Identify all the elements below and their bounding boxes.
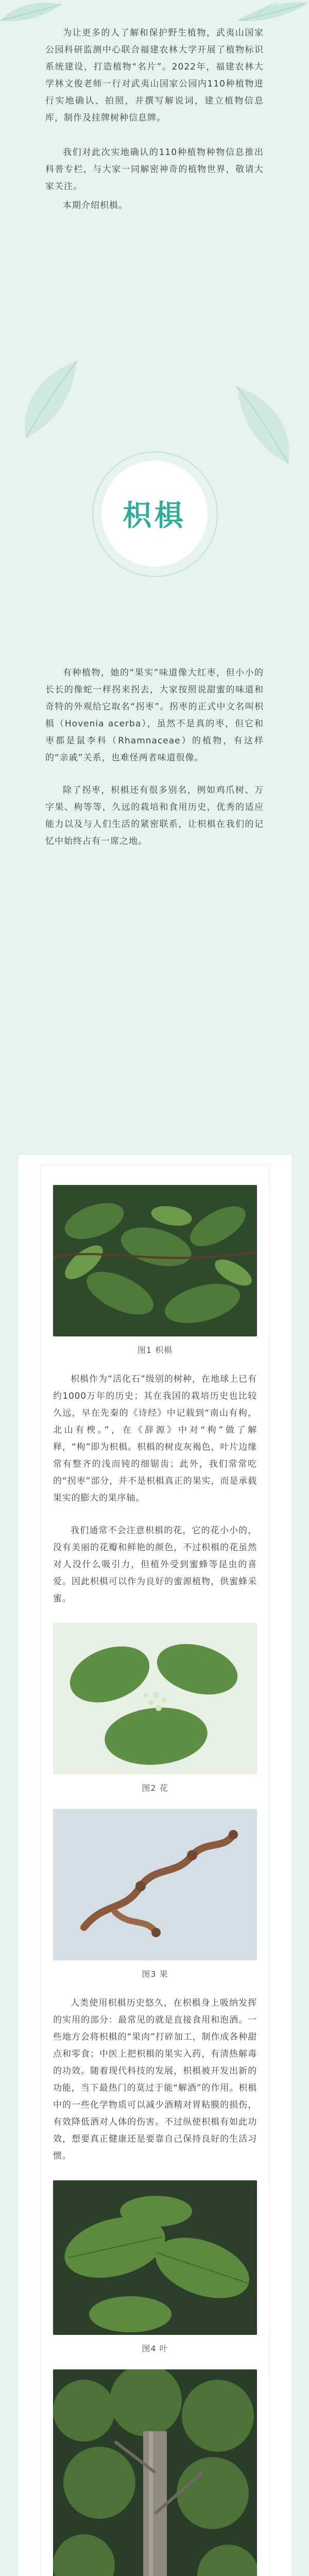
hovenia-plant-photo [53, 1185, 257, 1336]
content-card [18, 1154, 293, 2576]
hovenia-fruit-photo [53, 1809, 257, 1960]
content-card-inner [41, 1165, 269, 2576]
body-section [45, 665, 264, 850]
intro-paragraph: 我们对此次实地确认的110种植物种物信息推出科普专栏，与大家一同解密神奇的植物世界，敬请大家关注。 [45, 147, 264, 192]
title-circle [101, 461, 208, 567]
figure-4 [53, 2180, 257, 2354]
hovenia-tree-photo [53, 2369, 257, 2576]
intro-section [45, 25, 264, 214]
section-title [0, 451, 309, 585]
leaf-decoration-icon [15, 355, 88, 443]
hovenia-leaf-photo [53, 2180, 257, 2335]
figure-caption: 图3 果 [142, 1969, 168, 1979]
figure-caption: 图2 花 [142, 1783, 168, 1793]
card-paragraph: 人类使用枳椇历史悠久，在枳椇身上吸纳发挥的实用的部分：最常见的就是直接食用和泡酒。一些地方会将枳椇的“果肉”打碎加工，制作成各种甜点和零食；中医上把枳椇的果实入药，有清热解毒的功效。随着现代科技的发展，枳椇被开发出新的功能，当下最热门的莫过于能“解酒”的作用。枳椇中的一些化学物质可以减少酒精对胃粘膜的损伤，有效降低酒对人体的伤害。不过纵使枳椇有如此功效，想要真正健康还是要靠自己保持良好的生活习惯。 [53, 1998, 257, 2161]
figure-caption: 图1 枳椇 [137, 1345, 173, 1355]
hovenia-flower-photo [53, 1623, 257, 1774]
body-paragraph: 有种植物，她的“果实”味道像大红枣，但小小的长长的像蛇一样拐来拐去，大家按照说甜蜜的味道和奇特的外观给它取名“拐枣”。拐枣的正式中文名叫枳椇（Hovenia acerba），虽然不是真的枣，但它和枣都是鼠李科（Rhamnaceae）的植物，有这样的“亲戚”关系，也难怪两者味道很像。 [45, 668, 264, 763]
card-paragraph: 我们通常不会注意枳椇的花，它的花小小的，没有美丽的花瓣和鲜艳的颜色，不过枳椇的花虽然对人没什么吸引力，但植外受到蜜蜂等昆虫的喜爱。因此枳椇可以作为良好的蜜源植物，供蜜蜂采蜜。 [53, 1526, 257, 1604]
figure-3 [53, 1809, 257, 1979]
body-paragraph: 除了拐枣，枳椇还有很多别名，例如鸡爪树、万字果、枸等等，久远的栽培和食用历史，优秀的适应能力以及与人们生活的紧密联系，让枳椇在我们的记忆中始终占有一席之地。 [45, 785, 264, 846]
figure-caption: 图4 叶 [142, 2344, 168, 2353]
page-title: 枳椇 [123, 499, 186, 533]
intro-paragraph: 为让更多的人了解和保护野生植物，武夷山国家公园科研监测中心联合福建农林大学开展了植物标识系统建设，打造植物“名片”。2022年，福建农林大学林文俊老师一行对武夷山国家公园内110种植物进行实地确认、拍照，并撰写解说词，建立植物信息库，制作及挂牌树种信息牌。 [45, 28, 264, 123]
figure-5 [53, 2369, 257, 2576]
card-paragraph: 枳椇作为“活化石”级别的树种，在地球上已有约1000万年的历史；其在我国的栽培历史也比较久远，早在先秦的《诗经》中记载到“南山有枸，北山有楰。”，在《辞源》中对“枸”做了解释，“枸”即为枳椇。枳椇的树皮灰褐色，叶片边缘常有整齐的浅而钝的细锯齿；此外，我们常常吃的“拐枣”部分，并不是枳椇真正的果实，而是承载果实的膨大的果序轴。 [53, 1374, 257, 1503]
intro-paragraph: 本期介绍枳椇。 [63, 200, 128, 211]
figure-2 [53, 1623, 257, 1793]
figure-1 [53, 1185, 257, 1355]
